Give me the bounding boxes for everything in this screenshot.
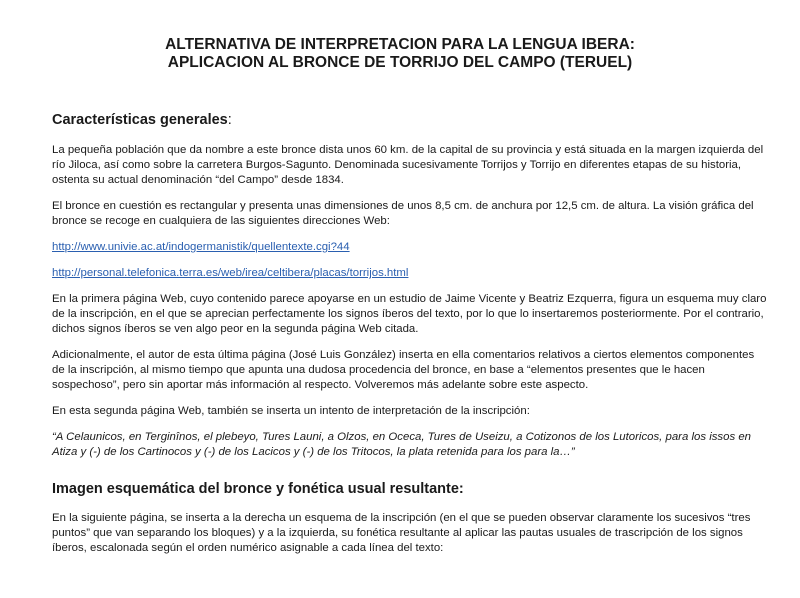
title-line-2: APLICACION AL BRONCE DE TORRIJO DEL CAMPO (TERUEL) (167, 54, 633, 71)
heading-colon: : (227, 112, 232, 128)
quote-line: Atiza y (-) de los Cartinocos y (-) de los Lacicos y (-) de los Tritocos, la plata retenida para los para la…” (52, 446, 575, 458)
text-line: En esta segunda página Web, también se inserta un intento de interpretación de la inscripción: (52, 405, 530, 417)
text-line: En la primera página Web, cuyo contenido parece apoyarse en un estudio de Jaime Vicente y Beatriz Ezquerra, figura un esquema muy claro (52, 293, 767, 305)
text-line: ostenta su actual denominación “del Campo” desde 1834. (52, 174, 344, 186)
link-paragraph-2 (52, 266, 776, 281)
paragraph-dimensions (52, 199, 776, 229)
paragraph-first-page (52, 292, 776, 337)
text-line: de la inscripción, en el que se aprecian perfectamente los signos íberos del texto, por lo que lo insertaremos posteriormente. Por el contrario, (52, 308, 764, 320)
link-paragraph-1 (52, 240, 776, 255)
document-title (0, 36, 800, 72)
text-line: puntos” que van separando los bloques) y a la izquierda, su fonética resultante al aplicar las pautas usuales de trascripción de los signos (52, 527, 743, 539)
paragraph-second-page (52, 404, 776, 419)
text-line: La pequeña población que da nombre a este bronce dista unos 60 km. de la capital de su provincia y está situada en la margen izquierda del (52, 144, 764, 156)
text-line: dichos signos íberos se ven algo peor en la segunda página Web citada. (52, 323, 419, 335)
text-line: río Jiloca, así como sobre la carretera Burgos-Sagunto. Denominada sucesivamente Torrijos y Torrijo en diferentes etapas de su historia, (52, 159, 742, 171)
link-telefonica[interactable]: http://personal.telefonica.terra.es/web/irea/celtibera/placas/torrijos.html (52, 267, 409, 279)
document-body (52, 112, 776, 556)
quote-interpretation (52, 430, 776, 460)
paragraph-next-page (52, 511, 776, 556)
text-line: sospechoso”, pero sin aportar más información al respecto. Volveremos más adelante sobre este aspecto. (52, 379, 589, 391)
text-line: El bronce en cuestión es rectangular y presenta unas dimensiones de unos 8,5 cm. de anchura por 12,5 cm. de altura. La visión gráfica del (52, 200, 754, 212)
text-line: Adicionalmente, el autor de esta última página (José Luis González) inserta en ella comentarios relativos a ciertos elementos componentes (52, 349, 755, 361)
section-heading-general (52, 112, 776, 129)
section-heading-general-text: Características generales (52, 112, 228, 128)
link-univie[interactable]: http://www.univie.ac.at/indogermanistik/quellentexte.cgi?44 (52, 241, 350, 253)
section-heading-scheme: Imagen esquemática del bronce y fonética usual resultante: (52, 481, 464, 497)
paragraph-location (52, 143, 776, 188)
title-line-1: ALTERNATIVA DE INTERPRETACION PARA LA LENGUA IBERA: (165, 36, 635, 53)
text-line: íberos, escalonada según el orden numérico asignable a cada línea del texto: (52, 542, 444, 554)
text-line: En la siguiente página, se inserta a la derecha un esquema de la inscripción (en el que se pueden observar claramente los sucesivos “tres (52, 512, 751, 524)
text-line: bronce se recoge en cualquiera de las siguientes direcciones Web: (52, 215, 390, 227)
text-line: de la inscripción, al mismo tiempo que apunta una dudosa procedencia del bronce, en base a “elementos presentes que le hacen (52, 364, 705, 376)
paragraph-author (52, 348, 776, 393)
quote-line: “A Celaunicos, en Terginînos, el plebeyo, Tures Launi, a Olzos, en Oceca, Tures de Useizu, a Cotizonos de los Lutoricos, para los issos en (52, 431, 751, 443)
